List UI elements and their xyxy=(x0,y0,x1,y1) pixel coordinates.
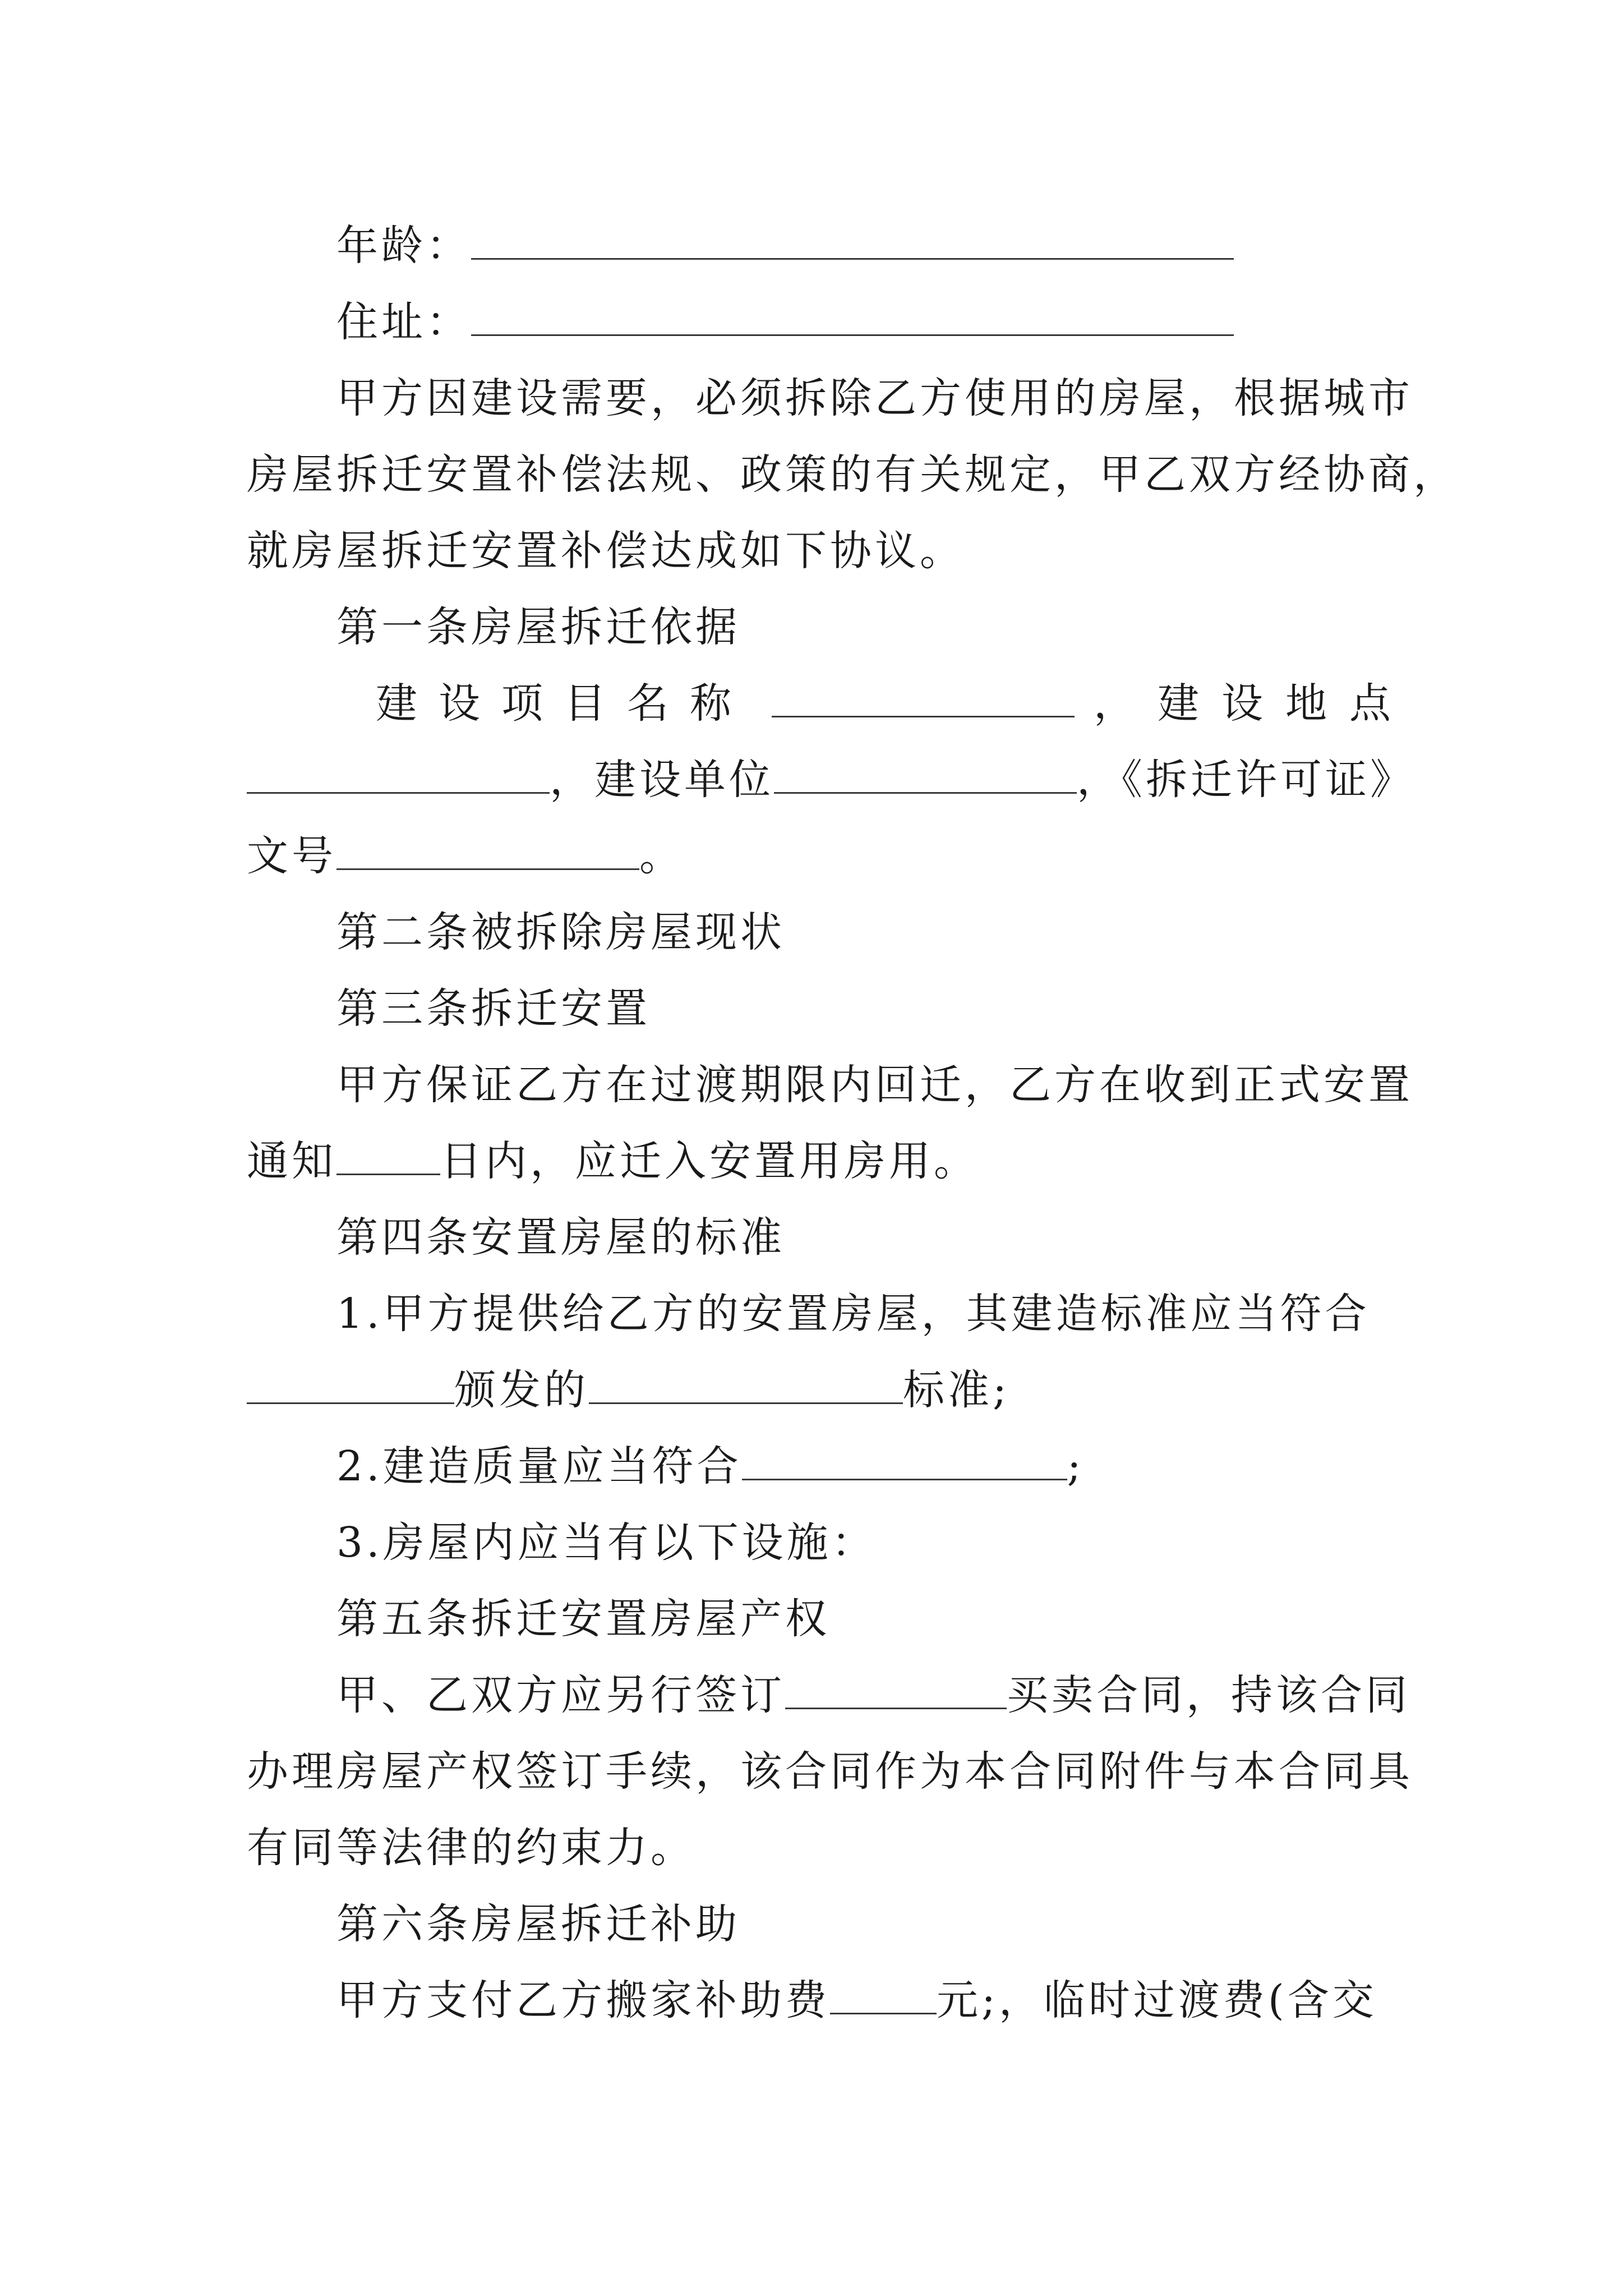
intro-line-2: 房屋拆迁安置补偿法规、政策的有关规定，甲乙双方经协商， xyxy=(247,450,1458,499)
item2-label: 2.建造质量应当符合 xyxy=(336,1442,742,1490)
article6-prefix: 甲方支付乙方搬家补助费 xyxy=(336,1976,830,2024)
article4-item-3: 3.房屋内应当有以下设施： xyxy=(336,1519,877,1567)
moving-fee-blank[interactable] xyxy=(830,1979,937,2014)
article1-title: 第一条房屋拆迁依据 xyxy=(336,603,740,651)
article5-line-1 xyxy=(247,1657,1410,1733)
intro-line-3: 就房屋拆迁安置补偿达成如下协议。 xyxy=(247,527,965,575)
comma: ， xyxy=(1094,679,1138,728)
unit-blank[interactable] xyxy=(774,758,1077,794)
article6-suffix: 元;，临时过渡费(含交 xyxy=(937,1976,1377,2024)
project-name-blank[interactable] xyxy=(772,682,1075,717)
intro-line-1: 甲方因建设需要，必须拆除乙方使用的房屋，根据城市 xyxy=(336,374,1413,422)
article6-line-1 xyxy=(247,1962,1391,2039)
article4-item-2 xyxy=(247,1428,1391,1504)
article5-line-3: 有同等法律的约束力。 xyxy=(247,1824,695,1872)
quality-blank[interactable] xyxy=(742,1445,1067,1480)
issuer-blank[interactable] xyxy=(247,1369,454,1404)
issued-label: 颁发的 xyxy=(454,1366,589,1414)
project-line xyxy=(247,665,1413,742)
article5-suffix: 买卖合同，持该合同 xyxy=(1007,1671,1410,1719)
semicolon: ; xyxy=(1067,1442,1085,1490)
age-blank[interactable] xyxy=(471,224,1234,260)
doc-number-label: 文号 xyxy=(247,832,336,880)
address-label: 住址： xyxy=(336,298,471,346)
article5-line-2: 办理房屋产权签订手续，该合同作为本合同附件与本合同具 xyxy=(247,1747,1413,1796)
standard-blank[interactable] xyxy=(589,1369,903,1404)
permit-label: ，《拆迁许可证》 xyxy=(1077,756,1415,804)
age-line xyxy=(247,208,1391,284)
article3-line-2 xyxy=(247,1123,1391,1199)
project-name-label: 建设项目名称 xyxy=(376,679,753,728)
contract-blank[interactable] xyxy=(785,1674,1007,1709)
article6-title: 第六条房屋拆迁补助 xyxy=(336,1900,740,1948)
article4-item-1: 1.甲方提供给乙方的安置房屋，其建造标准应当符合 xyxy=(336,1290,1370,1338)
address-blank[interactable] xyxy=(471,301,1234,336)
doc-number-blank[interactable] xyxy=(336,835,639,870)
site-label: 建设地点 xyxy=(1158,679,1413,728)
article4-title: 第四条安置房屋的标准 xyxy=(336,1213,785,1262)
article3-title: 第三条拆迁安置 xyxy=(336,984,651,1033)
site-blank[interactable] xyxy=(247,758,550,794)
article2-title: 第二条被拆除房屋现状 xyxy=(336,908,785,956)
article5-title: 第五条拆迁安置房屋产权 xyxy=(336,1595,830,1643)
article4-item-1-cont xyxy=(247,1352,1391,1428)
address-line xyxy=(247,284,1391,360)
site-unit-line xyxy=(247,742,1415,818)
standard-label: 标准; xyxy=(903,1366,1010,1414)
doc-number-line xyxy=(247,818,1391,894)
period: 。 xyxy=(639,832,684,880)
article3-line-1: 甲方保证乙方在过渡期限内回迁，乙方在收到正式安置 xyxy=(336,1061,1413,1109)
age-label: 年龄： xyxy=(336,222,471,270)
notice-suffix: 日内，应迁入安置用房用。 xyxy=(440,1137,979,1185)
unit-label: ，建设单位 xyxy=(550,756,774,804)
notice-days-blank[interactable] xyxy=(336,1140,440,1175)
notice-prefix: 通知 xyxy=(247,1137,336,1185)
article5-prefix: 甲、乙双方应另行签订 xyxy=(336,1671,785,1719)
